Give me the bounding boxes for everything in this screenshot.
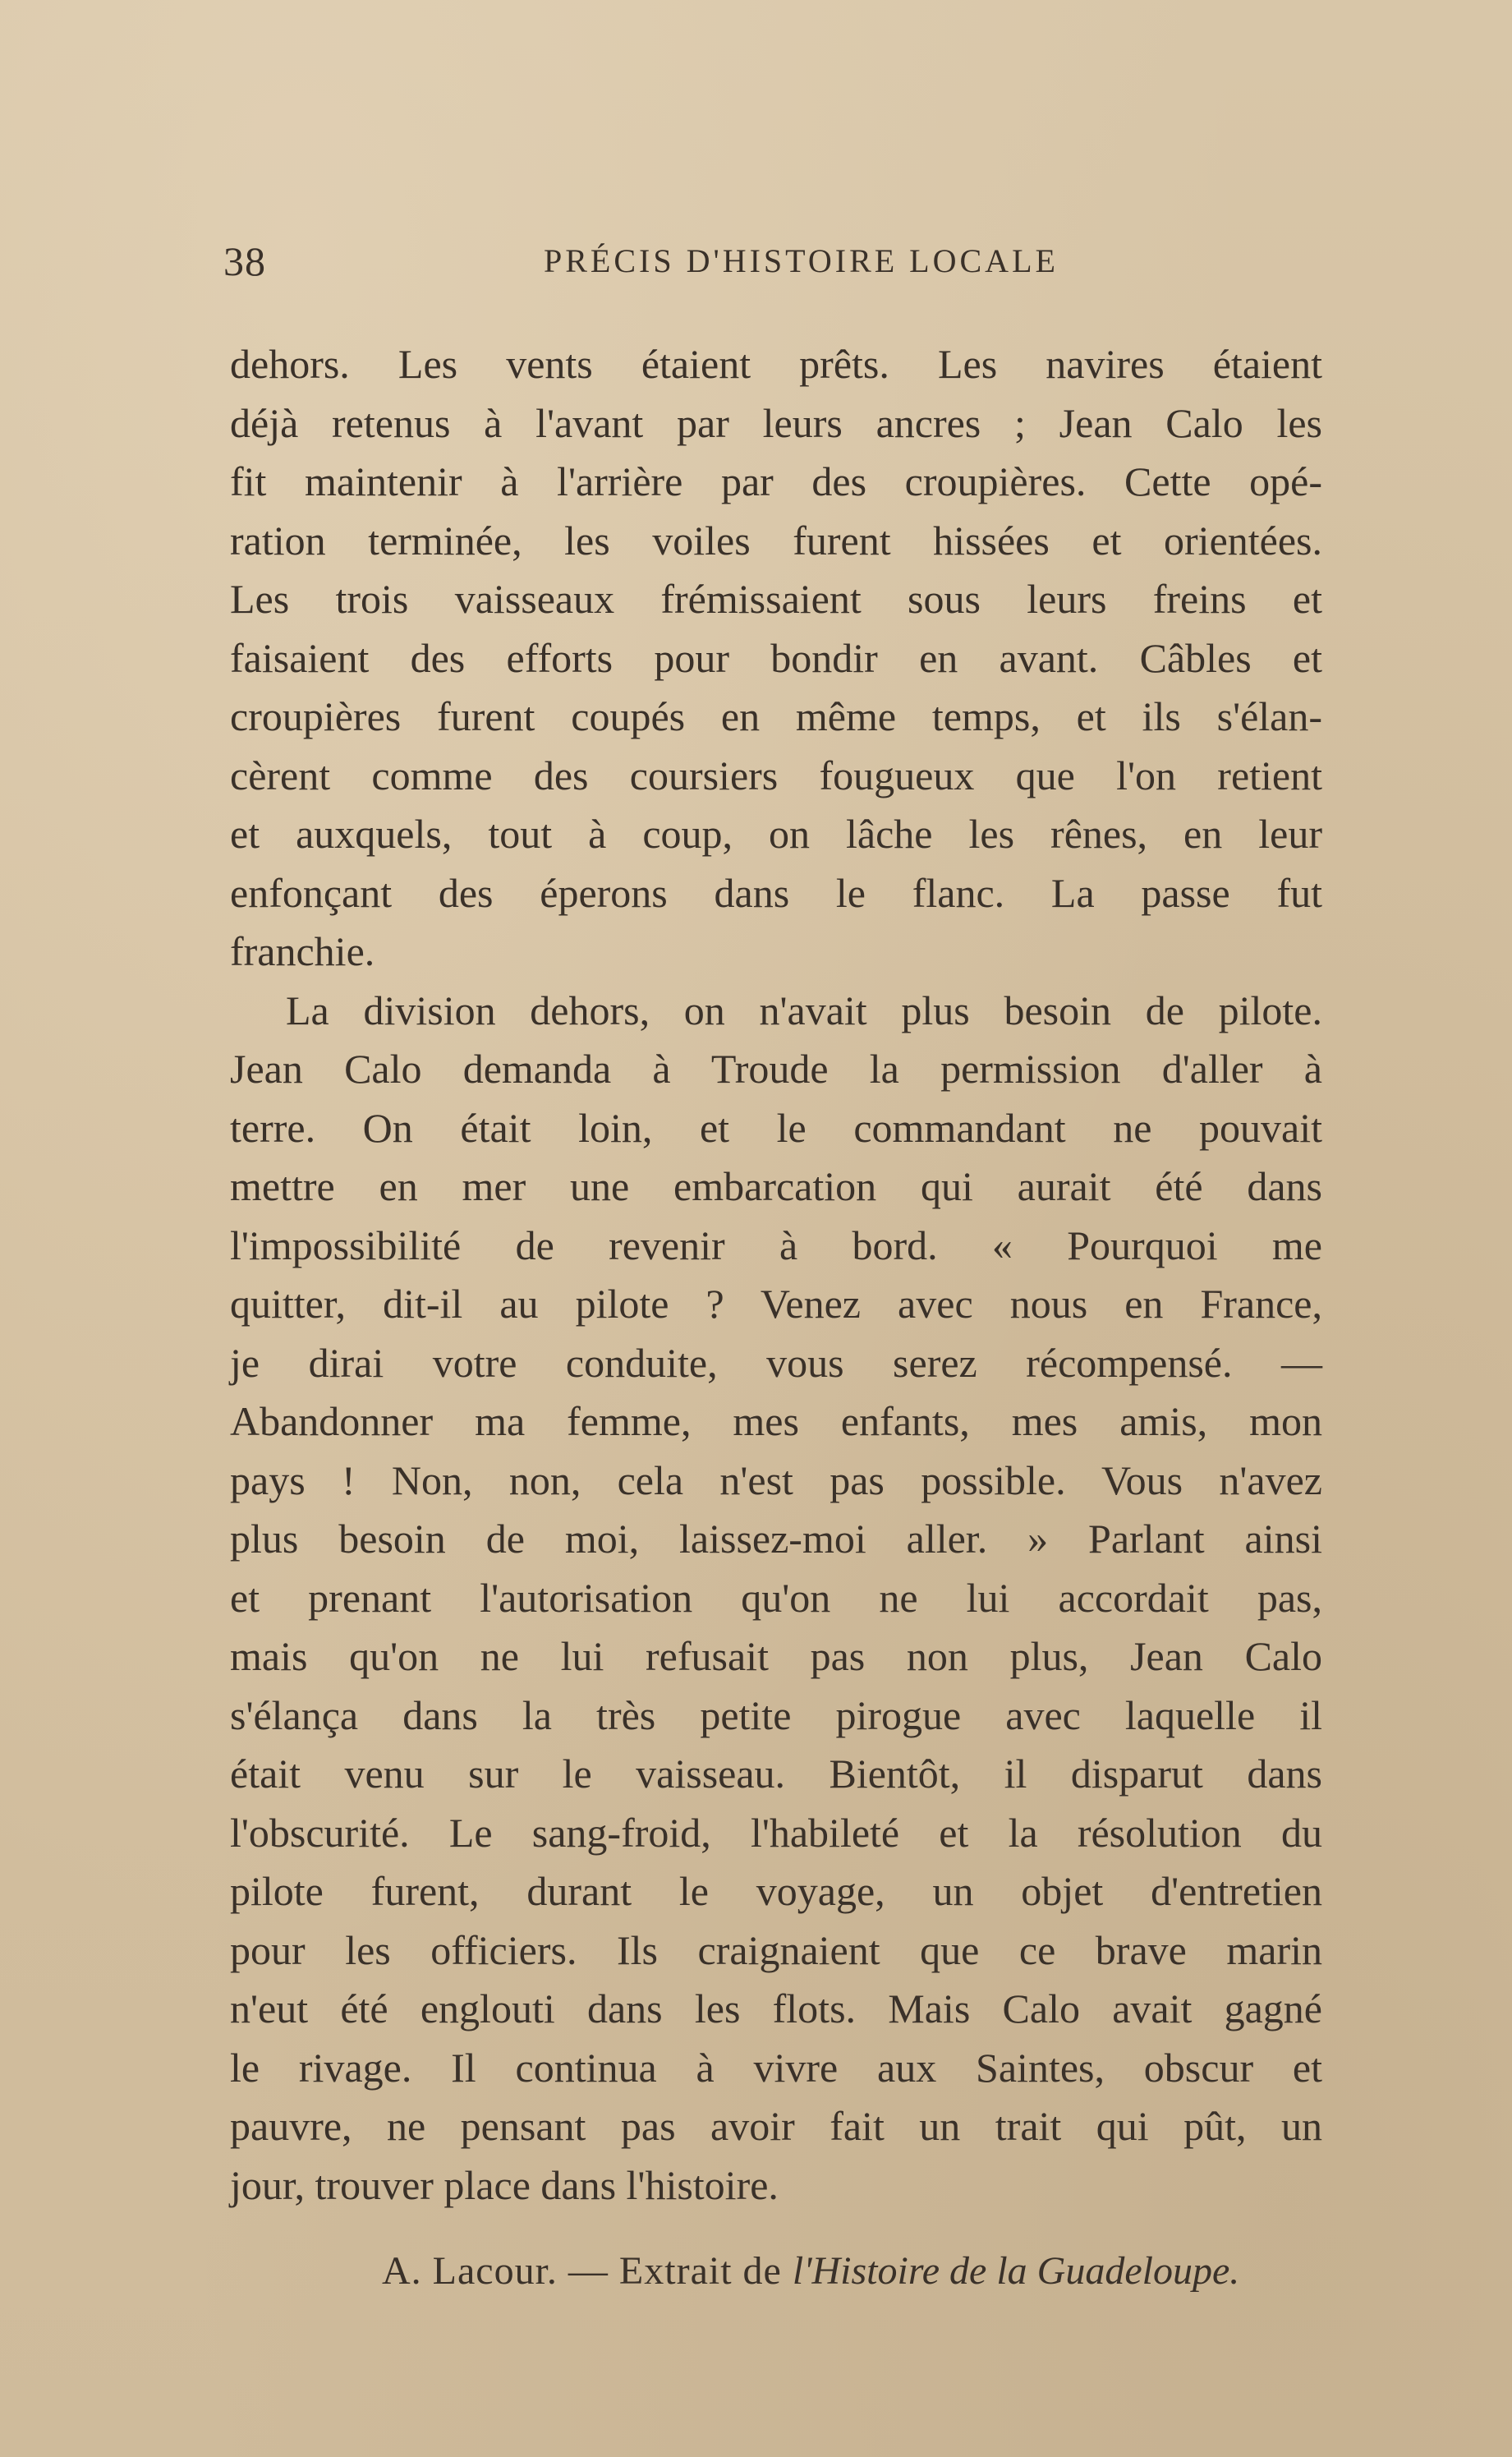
text-line: Abandonner ma femme, mes enfants, mes amis, mon xyxy=(230,1398,1322,1444)
text-line: pour les officiers. Ils craignaient que ce brave marin xyxy=(230,1926,1322,1973)
paragraph-start-line: La division dehors, on n'avait plus besoin de pilote. xyxy=(286,987,1322,1033)
attribution-work-title: l'Histoire de la Guadeloupe. xyxy=(792,2249,1240,2293)
text-line: je dirai votre conduite, vous serez récompensé. — xyxy=(230,1339,1322,1386)
text-line: enfonçant des éperons dans le flanc. La passe fut xyxy=(230,869,1322,916)
text-line: le rivage. Il continua à vivre aux Saintes, obscur et xyxy=(230,2044,1322,2091)
paragraph-end-line: franchie. xyxy=(230,928,375,974)
text-line: cèrent comme des coursiers fougueux que l'on retient xyxy=(230,752,1322,798)
text-line: faisaient des efforts pour bondir en avant. Câbles et xyxy=(230,634,1322,681)
attribution-author: A. Lacour. — Extrait de xyxy=(382,2249,793,2293)
text-line: déjà retenus à l'avant par leurs ancres ; Jean Calo les xyxy=(230,399,1322,446)
text-line: fit maintenir à l'arrière par des croupières. Cette opé- xyxy=(230,458,1322,504)
attribution xyxy=(382,2243,1355,2300)
text-line: croupières furent coupés en même temps, et ils s'élan- xyxy=(230,693,1322,739)
text-line: était venu sur le vaisseau. Bientôt, il disparut dans xyxy=(230,1751,1322,1797)
text-line: l'obscurité. Le sang-froid, l'habileté et la résolution du xyxy=(230,1809,1322,1856)
body-text xyxy=(230,335,1322,2215)
text-line: Jean Calo demanda à Troude la permission d'aller à xyxy=(230,1046,1322,1092)
running-title: PRÉCIS D'HISTOIRE LOCALE xyxy=(544,242,1059,279)
text-line: n'eut été englouti dans les flots. Mais Calo avait gagné xyxy=(230,1985,1322,2031)
text-line: s'élança dans la très petite pirogue avec laquelle il xyxy=(230,1691,1322,1738)
text-line: pilote furent, durant le voyage, un objet d'entretien xyxy=(230,1868,1322,1914)
page-header xyxy=(223,232,1324,290)
text-line: plus besoin de moi, laissez-moi aller. » Parlant ainsi xyxy=(230,1516,1322,1562)
text-line: l'impossibilité de revenir à bord. « Pourquoi me xyxy=(230,1222,1322,1268)
paragraph-end-line: jour, trouver place dans l'histoire. xyxy=(230,2161,779,2208)
text-line: pauvre, ne pensant pas avoir fait un trait qui pût, un xyxy=(230,2103,1322,2149)
text-line: et auxquels, tout à coup, on lâche les rênes, en leur xyxy=(230,811,1322,857)
text-line: quitter, dit-il au pilote ? Venez avec nous en France, xyxy=(230,1281,1322,1327)
page-number: 38 xyxy=(223,238,266,284)
text-line: mettre en mer une embarcation qui aurait été dans xyxy=(230,1163,1322,1209)
text-line: et prenant l'autorisation qu'on ne lui accordait pas, xyxy=(230,1574,1322,1621)
text-line: dehors. Les vents étaient prêts. Les navires étaient xyxy=(230,341,1322,387)
text-line: pays ! Non, non, cela n'est pas possible. Vous n'avez xyxy=(230,1456,1322,1503)
text-line: Les trois vaisseaux frémissaient sous leurs freins et xyxy=(230,576,1322,622)
text-line: terre. On était loin, et le commandant ne pouvait xyxy=(230,1104,1322,1151)
text-line: mais qu'on ne lui refusait pas non plus, Jean Calo xyxy=(230,1633,1322,1679)
text-line: ration terminée, les voiles furent hissées et orientées. xyxy=(230,517,1322,564)
